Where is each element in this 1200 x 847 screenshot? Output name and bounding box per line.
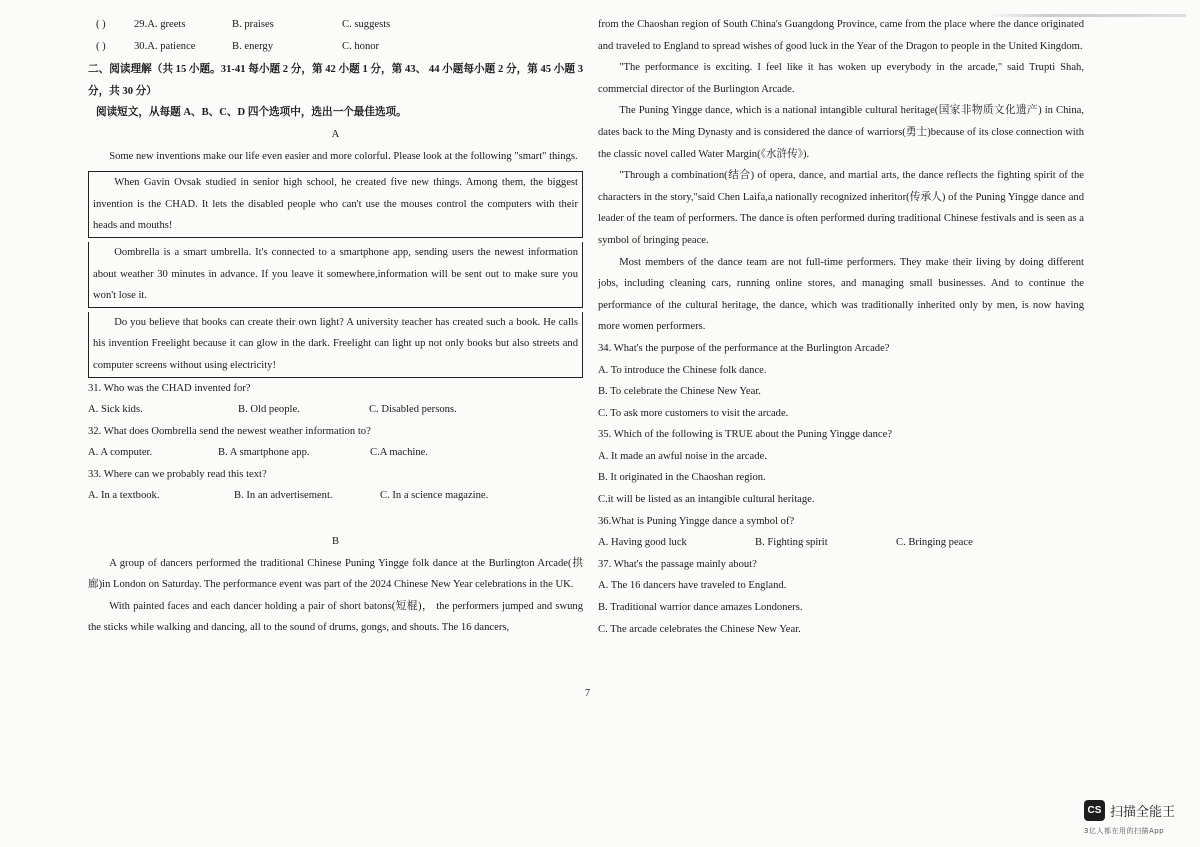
question-34-option-b: B. To celebrate the Chinese New Year. [598,386,761,398]
invention-text: Do you believe that books can create their own light? A university teacher has created such a book. He calls his invention Freelight because it can glow in the dark. Freelight can light up not only books but also streets and computer screens without using electricity! [93,316,578,371]
invention-text: Oombrella is a smart umbrella. It's connected to a smartphone app, sending users the newest information about weather 30 minutes in advance. If you leave it somewhere,information will be sent out to make sure you won't lose it. [93,246,578,302]
option-c: C. suggests [342,19,391,30]
question-37-option-c: C. The arcade celebrates the Chinese New Year. [598,623,801,635]
option-a: 29.A. greets [134,19,186,30]
passage-b-paragraph-1: A group of dancers performed the traditional Chinese Puning Yingge folk dance at the Burlington Arcade(拱廊)in London on Saturday. The performance event was part of the 2024 Chinese New Year celebrations in the UK. [88,557,583,591]
answer-blank: ( ) [96,40,106,52]
question-31-stem: 31. Who was the CHAD invented for? [88,382,251,394]
passage-b-combination: "Through a combination(结合) of opera, dance, and martial arts, the dance reflects the fighting spirit of the characters in the story,"said Chen Laifa,a nationally recognized inheritor(传承人) of the Puning Yingge dance and leader of the team of performers. The dance is often performed during traditional Chinese festivals and is seen as a symbol of bringing peace. [598,170,1084,246]
answer-blank: ( ) [96,19,106,30]
question-37-option-b: B. Traditional warrior dance amazes Londoners. [598,602,803,614]
question-35-stem: 35. Which of the following is TRUE about the Puning Yingge dance? [598,429,893,441]
left-column [88,14,583,639]
question-34-option-c: C. To ask more customers to visit the arcade. [598,407,789,419]
question-30 [96,36,583,58]
option-b: B. Fighting spirit [755,537,828,549]
option-c: C. honor [342,40,380,52]
option-b: B. Old people. [238,404,300,416]
option-c: C. Bringing peace [896,537,973,549]
option-a: A. Sick kids. [88,404,143,416]
section-instruction: 阅读短文，从每题 A、B、C、D 四个选项中，选出一个最佳选项。 [96,107,407,119]
passage-b-quote: "The performance is exciting. I feel like it has woken up everybody in the arcade," said Trupti Shah, commercial director of the Burlington Arcade. [598,62,1084,95]
question-36-stem: 36.What is Puning Yingge dance a symbol of? [598,515,795,527]
question-35-option-c: C.it will be listed as an intangible cultural heritage. [598,494,815,506]
option-a: A. In a textbook. [88,490,160,502]
invention-box-chad [88,171,583,238]
passage-b-members: Most members of the dance team are not full-time performers. They make their living by doing different jobs, including cleaning cars, running online stores, and managing small businesses. And to continue the performance of the cultural heritage, the dance, which was traditionally inherited only by men, is now having more women performers. [598,256,1084,333]
question-34-option-a: A. To introduce the Chinese folk dance. [598,364,767,376]
question-34-stem: 34. What's the purpose of the performance at the Burlington Arcade? [598,342,890,354]
watermark-tagline: 3亿人都在用的扫描App [1084,827,1165,835]
option-a: 30.A. patience [134,40,196,52]
option-b: B. praises [232,19,274,30]
passage-b-label: B [331,536,340,548]
question-37-option-a: A. The 16 dancers have traveled to England. [598,580,787,592]
passage-b-paragraph-2: With painted faces and each dancer holding a pair of short batons(短棍)， the performers jumped and swung the sticks while walking and dancing, all to the sound of drums, gongs, and shouts. The 16 dancers, [88,600,583,634]
section-title: 二、阅读理解（共 15 小题。31-41 每小题 2 分，第 42 小题 1 分，第 43、 44 小题每小题 2 分，第 45 小题 3 分，共 30 分） [88,64,583,97]
passage-a-intro: Some new inventions make our life even easier and more colorful. Please look at the following "smart" things. [109,150,578,162]
option-c: C. Disabled persons. [369,404,457,416]
option-b: B. In an advertisement. [234,490,333,502]
option-a: A. A computer. [88,447,153,459]
spacer [88,507,583,531]
question-33-stem: 33. Where can we probably read this text? [88,468,267,480]
question-29 [96,14,583,36]
question-33-options [88,485,583,507]
passage-b-continuation: from the Chaoshan region of South China's Guangdong Province, came from the place where the dance originated and traveled to England to spread wishes of good luck in the Year of the Dragon to people in the United Kingdom. [598,19,1084,52]
watermark-app-name: 扫描全能王 [1110,805,1176,820]
invention-box-freelight [88,312,583,378]
passage-b-heritage: The Puning Yingge dance, which is a national intangible cultural heritage(国家非物质文化遗产) in China, dates back to the Ming Dynasty and is considered the dance of warriors(勇士)because of its close connection with the classic novel called Water Margin(《水浒传》). [598,105,1084,160]
camscanner-logo-icon: CS [1084,800,1105,821]
question-37-stem: 37. What's the passage mainly about? [598,558,757,570]
option-c: C.A machine. [370,447,428,459]
question-36-options [598,532,1084,554]
question-31-options [88,399,583,421]
question-35-option-a: A. It made an awful noise in the arcade. [598,450,767,462]
page-number: 7 [585,688,590,699]
right-column [598,14,1084,640]
question-35-option-b: B. It originated in the Chaoshan region. [598,472,766,484]
passage-a-label: A [331,128,340,140]
option-a: A. Having good luck [598,537,687,549]
option-c: C. In a science magazine. [380,490,489,502]
option-b: B. A smartphone app. [218,447,310,459]
invention-box-oombrella [88,242,583,308]
question-32-stem: 32. What does Oombrella send the newest weather information to? [88,425,371,437]
camscanner-watermark [1084,800,1175,821]
question-32-options [88,442,583,464]
option-b: B. energy [232,40,273,52]
invention-text: When Gavin Ovsak studied in senior high school, he created five new things. Among them, the biggest invention is the CHAD. It lets the disabled people who can't use the mouses control the computers with their heads and mouths! [93,177,578,232]
